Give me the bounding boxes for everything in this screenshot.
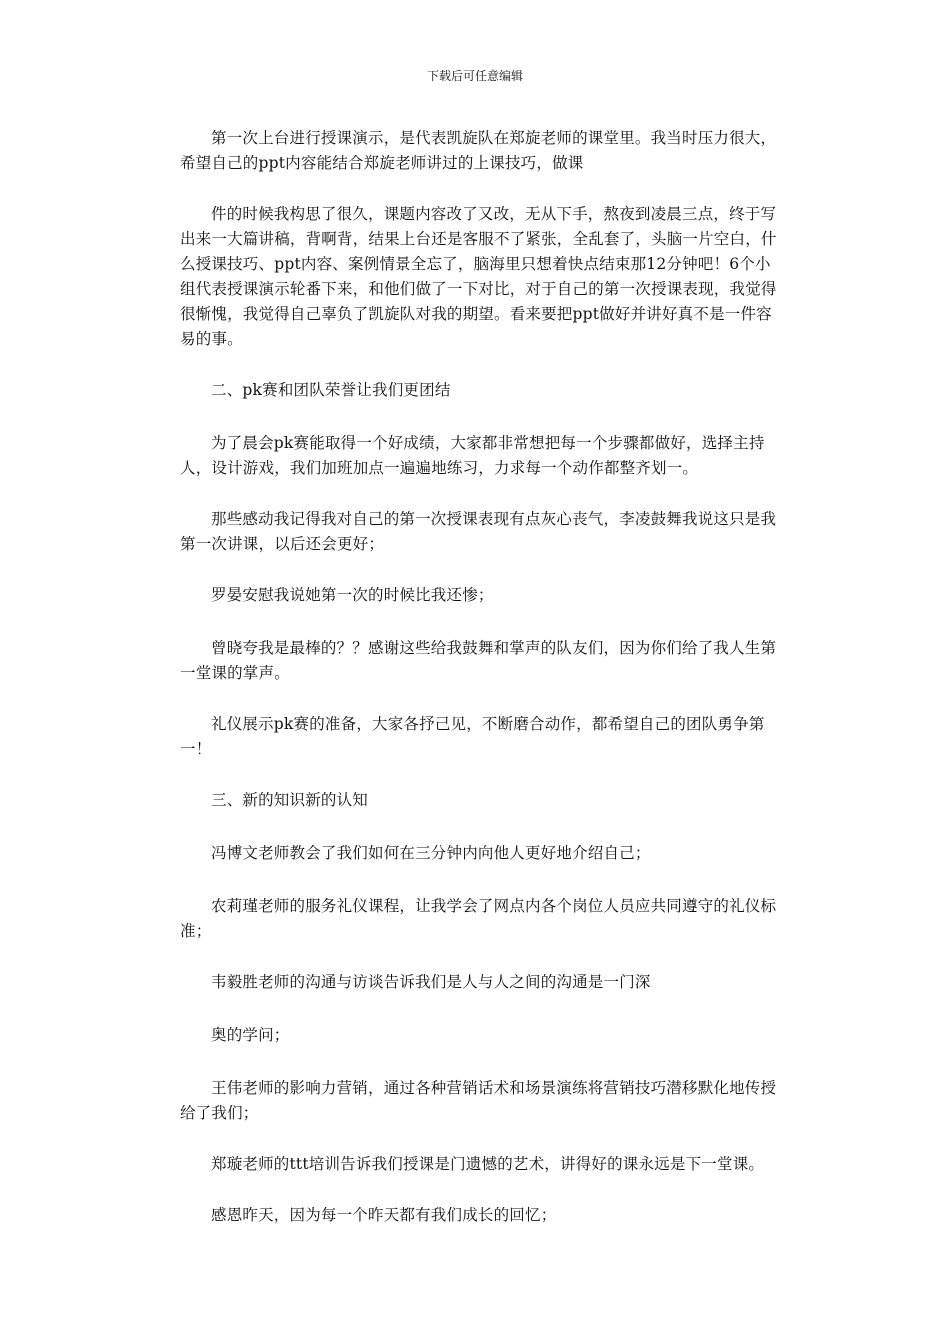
paragraph-wei-yisheng-course-start: 韦毅胜老师的沟通与访谈告诉我们是人与人之间的沟通是一门深 (211, 973, 651, 991)
paragraph-luo-yan-comfort: 罗晏安慰我说她第一次的时候比我还惨； (211, 586, 494, 604)
paragraph-zheng-xuan-course: 郑璇老师的ttt培训告诉我们授课是门遗憾的艺术，讲得好的课永远是下一堂课。 (211, 1155, 765, 1173)
section-heading-pk-competition: 二、pk赛和团队荣誉让我们更团结 (211, 381, 451, 399)
section-heading-new-knowledge: 三、新的知识新的认知 (211, 791, 369, 809)
paragraph-feng-bowen-course: 冯博文老师教会了我们如何在三分钟内向他人更好地介绍自己； (211, 844, 651, 862)
paragraph-etiquette-preparation: 礼仪展示pk赛的准备，大家各抒己见，不断磨合动作，都希望自己的团队勇争第一！ (180, 715, 765, 758)
paragraph-teammate-encouragement: 那些感动我记得我对自己的第一次授课表现有点灰心丧气，李凌鼓舞我说这只是我第一次讲课，以后还会更好； (180, 510, 777, 553)
download-note-header: 下载后可任意编辑 (426, 69, 523, 83)
document-body (180, 126, 784, 1254)
paragraph-zeng-xiao-praise: 曾晓夸我是最棒的？？感谢这些给我鼓舞和掌声的队友们，因为你们给了我人生第一堂课的掌声。 (180, 639, 777, 682)
paragraph-wang-wei-course: 王伟老师的影响力营销，通过各种营销话术和场景演练将营销技巧潜移默化地传授给了我们； (180, 1079, 777, 1122)
paragraph-wei-yisheng-course-end: 奥的学问； (211, 1026, 290, 1044)
paragraph-gratitude-yesterday: 感恩昨天，因为每一个昨天都有我们成长的回忆； (211, 1206, 557, 1224)
paragraph-morning-meeting-preparation: 为了晨会pk赛能取得一个好成绩，大家都非常想把每一个步骤都做好，选择主持人，设计游戏，我们加班加点一遍遍地练习，力求每一个动作都整齐划一。 (180, 434, 765, 477)
paragraph-nong-lijin-course: 农莉瑾老师的服务礼仪课程，让我学会了网点内各个岗位人员应共同遵守的礼仪标准； (180, 897, 777, 940)
paragraph-first-lecture: 第一次上台进行授课演示，是代表凯旋队在郑旋老师的课堂里。我当时压力很大，希望自己的ppt内容能结合郑旋老师讲过的上课技巧，做课 (180, 129, 777, 172)
paragraph-first-lecture-reflection: 件的时候我构思了很久，课题内容改了又改，无从下手，熬夜到凌晨三点，终于写出来一大篇讲稿，背啊背，结果上台还是客服不了紧张，全乱套了，头脑一片空白，什么授课技巧、ppt内容、案例情景全忘了，脑海里只想着快点结束那12分钟吧！6个小组代表授课演示轮番下来，和他们做了一下对比，对于自己的第一次授课表现，我觉得很惭愧，我觉得自己辜负了凯旋队对我的期望。看来要把ppt做好并讲好真不是一件容易的事。 (180, 205, 777, 348)
